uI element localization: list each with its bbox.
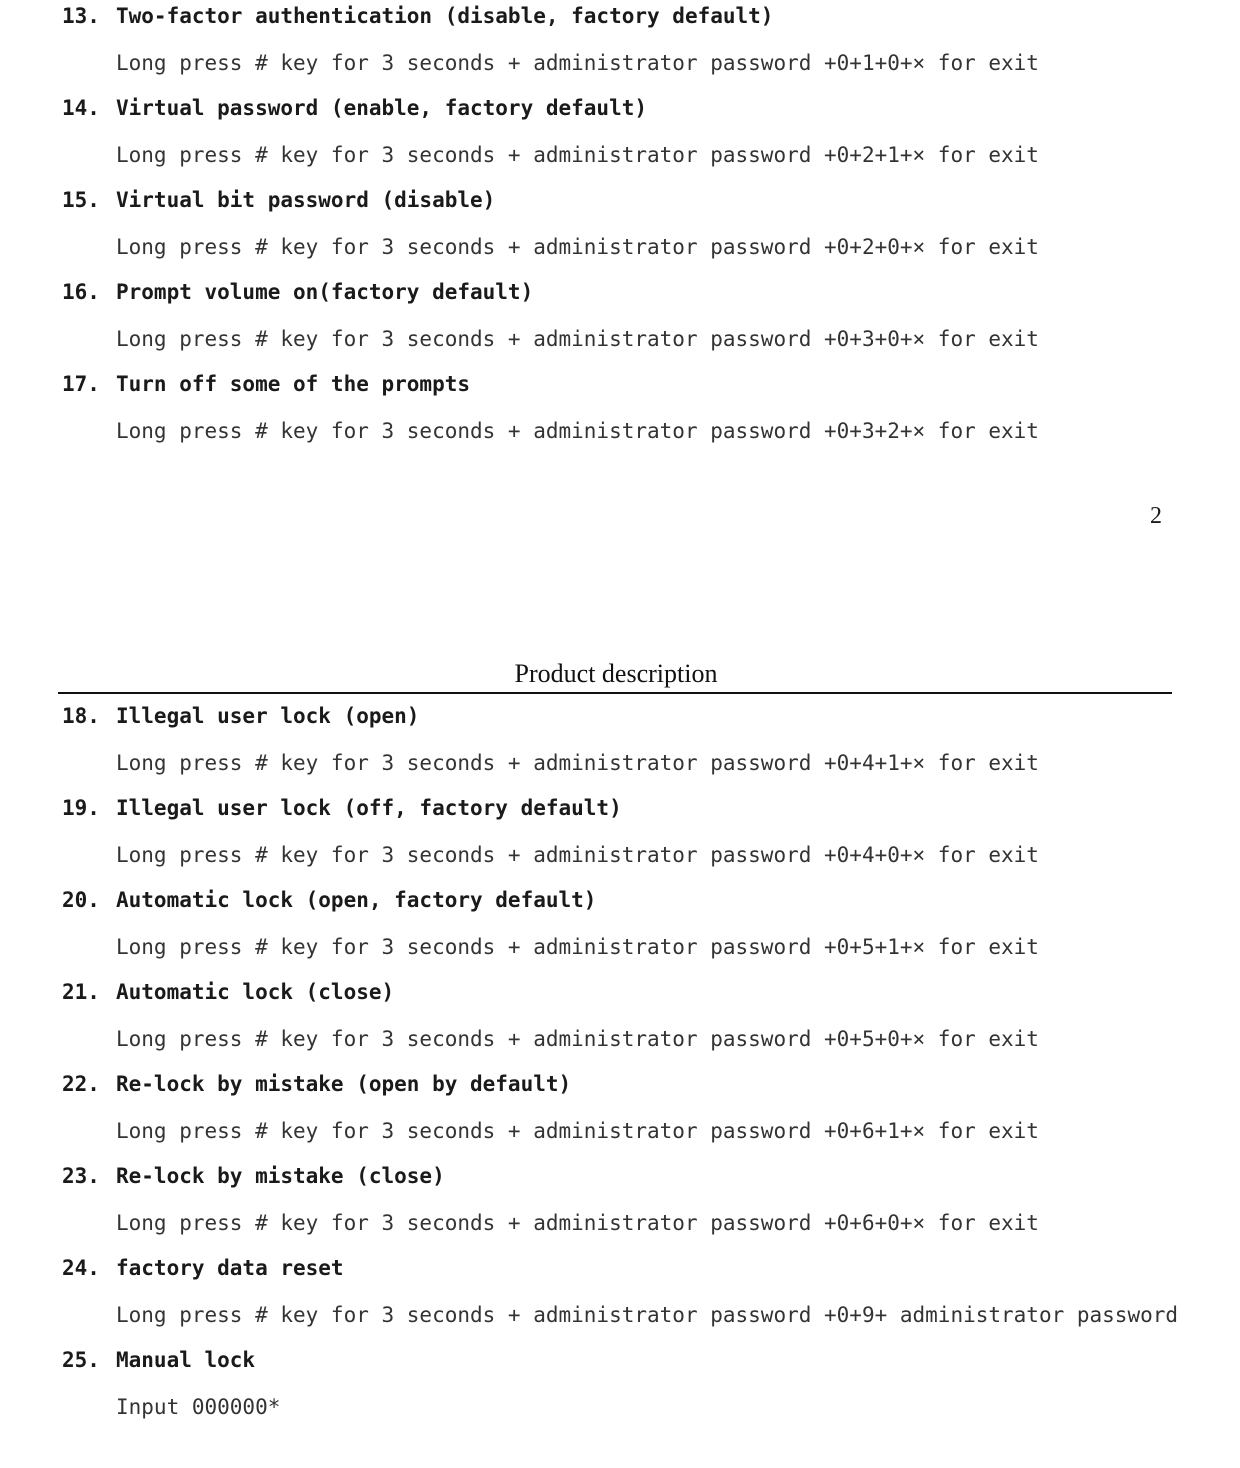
list-item bbox=[0, 184, 1240, 276]
list-item bbox=[0, 92, 1240, 184]
item-instruction: Long press # key for 3 seconds + administrator password +0+3+2+× for exit bbox=[116, 419, 1039, 443]
page-number: 2 bbox=[1150, 503, 1162, 529]
item-number: 24. bbox=[62, 1256, 100, 1280]
item-instruction: Long press # key for 3 seconds + administrator password +0+6+0+× for exit bbox=[116, 1211, 1039, 1235]
item-title: Turn off some of the prompts bbox=[116, 372, 471, 396]
item-title: Illegal user lock (off, factory default) bbox=[116, 796, 622, 820]
item-title: Prompt volume on(factory default) bbox=[116, 280, 534, 304]
item-instruction: Long press # key for 3 seconds + administrator password +0+4+0+× for exit bbox=[116, 843, 1039, 867]
list-item bbox=[0, 1160, 1240, 1252]
header-rule bbox=[58, 692, 1172, 694]
running-header: Product description bbox=[514, 659, 718, 688]
item-title: Re-lock by mistake (open by default) bbox=[116, 1072, 572, 1096]
item-number: 15. bbox=[62, 188, 100, 212]
list-item bbox=[0, 792, 1240, 884]
item-title: Two-factor authentication (disable, factory default) bbox=[116, 4, 774, 28]
item-number: 21. bbox=[62, 980, 100, 1004]
item-title: Virtual bit password (disable) bbox=[116, 188, 496, 212]
item-title: Manual lock bbox=[116, 1348, 256, 1372]
settings-list-bottom bbox=[0, 700, 1240, 1436]
item-instruction: Long press # key for 3 seconds + administrator password +0+6+1+× for exit bbox=[116, 1119, 1039, 1143]
list-item bbox=[0, 1344, 1240, 1436]
item-number: 14. bbox=[62, 96, 100, 120]
item-number: 19. bbox=[62, 796, 100, 820]
item-title: Virtual password (enable, factory default) bbox=[116, 96, 648, 120]
list-item bbox=[0, 884, 1240, 976]
item-number: 17. bbox=[62, 372, 100, 396]
item-number: 18. bbox=[62, 704, 100, 728]
item-instruction: Long press # key for 3 seconds + administrator password +0+5+1+× for exit bbox=[116, 935, 1039, 959]
item-number: 20. bbox=[62, 888, 100, 912]
item-number: 23. bbox=[62, 1164, 100, 1188]
item-number: 16. bbox=[62, 280, 100, 304]
item-title: Re-lock by mistake (close) bbox=[116, 1164, 445, 1188]
list-item bbox=[0, 976, 1240, 1068]
item-title: Illegal user lock (open) bbox=[116, 704, 420, 728]
item-instruction: Long press # key for 3 seconds + administrator password +0+9+ administrator password bbox=[116, 1303, 1179, 1327]
list-item bbox=[0, 0, 1240, 92]
item-number: 13. bbox=[62, 4, 100, 28]
list-item bbox=[0, 700, 1240, 792]
item-instruction: Input 000000* bbox=[116, 1395, 281, 1419]
item-title: Automatic lock (open, factory default) bbox=[116, 888, 597, 912]
list-item bbox=[0, 368, 1240, 460]
list-item bbox=[0, 1252, 1240, 1344]
list-item bbox=[0, 276, 1240, 368]
item-instruction: Long press # key for 3 seconds + administrator password +0+3+0+× for exit bbox=[116, 327, 1039, 351]
item-instruction: Long press # key for 3 seconds + administrator password +0+1+0+× for exit bbox=[116, 51, 1039, 75]
item-instruction: Long press # key for 3 seconds + administrator password +0+4+1+× for exit bbox=[116, 751, 1039, 775]
item-instruction: Long press # key for 3 seconds + administrator password +0+5+0+× for exit bbox=[116, 1027, 1039, 1051]
item-title: factory data reset bbox=[116, 1256, 344, 1280]
item-instruction: Long press # key for 3 seconds + administrator password +0+2+1+× for exit bbox=[116, 143, 1039, 167]
item-number: 22. bbox=[62, 1072, 100, 1096]
list-item bbox=[0, 1068, 1240, 1160]
item-title: Automatic lock (close) bbox=[116, 980, 395, 1004]
settings-list-top bbox=[0, 0, 1240, 460]
item-instruction: Long press # key for 3 seconds + administrator password +0+2+0+× for exit bbox=[116, 235, 1039, 259]
item-number: 25. bbox=[62, 1348, 100, 1372]
